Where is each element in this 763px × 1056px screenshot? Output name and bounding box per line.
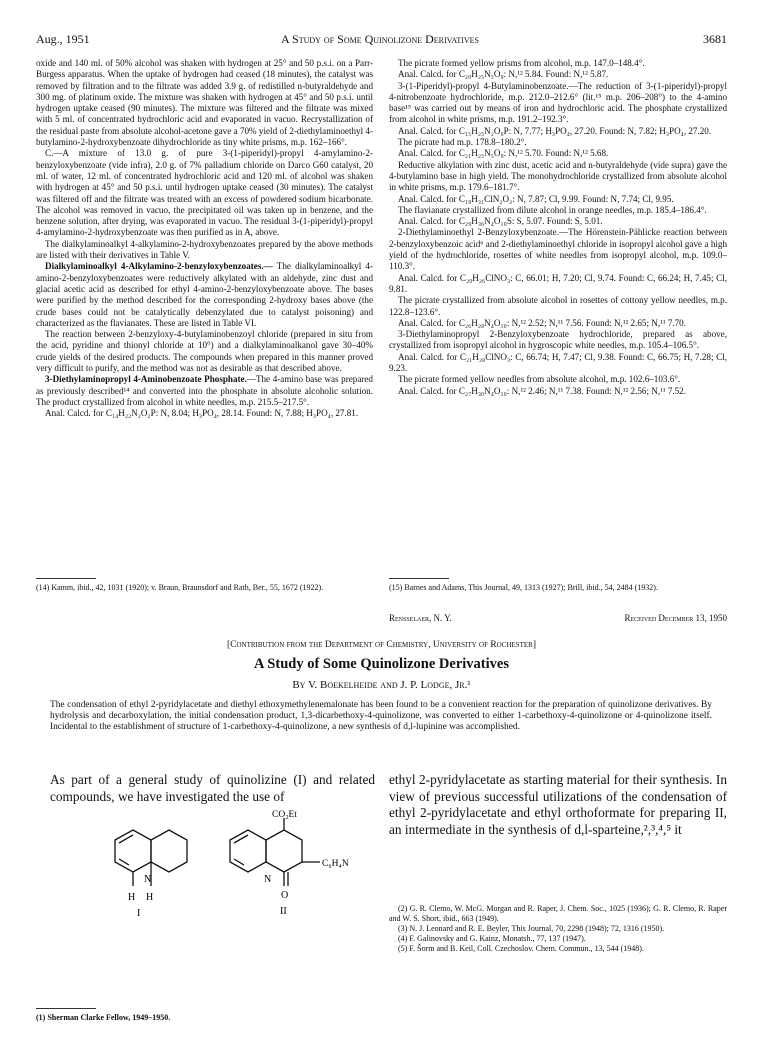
paragraph: C.—A mixture of 13.0 g. of pure 3-(1-piperidyl)-propyl 4-amylamino-2-benzyloxybenzoate (vide infra), 2.0 g. of 7% palladium chloride on Darco G60 catalyst, 20 ml. of water, 12 ml. of concentrated hydrochloric acid and 120 ml. of alcohol was shaken with hydrogen at 45° and 50 p.s.i. until hydrogen uptake ceased (30 minutes). The catalyst was filtered off and the filtrate was treated with an excess of powdered sodium bicarbonate. The alcohol was removed in vacuo, the precipitated oil was taken up in benzene, and the benzene solution, after drying, was evaporated in vacuo. The residual 3-(1-piperidyl)-propyl 4-amylamino-2-hydroxybenzoate was then purified as in A, above. [36, 148, 373, 238]
paragraph: 3-Diethylaminopropyl 2-Benzyloxybenzoate hydrochloride, prepared as above, crystallized from isopropyl alcohol in hygroscopic white needles, m.p. 105.4–106.5°. [389, 329, 727, 351]
analysis: Anal. Calcd. for C₂₉H₃₆N₄O₁₀S: S, 5.07. Found: S, 5.01. [398, 216, 603, 227]
paragraph: Reductive alkylation with zinc dust, acetic acid and n-butyraldehyde (vide supra) gave the 4-butylamino base in high yield. The monohydrochloride crystallized from absolute alcohol in white prisms, m.p. 179.6–181.7°. [389, 159, 727, 193]
analysis: Anal. Calcd. for C₂₆H₂₈N₄O₁₀: N,¹² 2.52; N,¹¹ 7.56. Found: N,¹² 2.65; N,¹¹ 7.70. [398, 317, 687, 328]
analysis: Anal. Calcd. for C₂₁H₂₅N₅O₉: N,¹² 5.70. Found: N,¹² 5.68. [398, 148, 609, 159]
analysis: Anal. Calcd. for C₁₄H₂₂N₂O₂P: N, 8.04; H₃PO₄, 28.14. Found: N, 7.88; H₃PO₄, 27.81. [45, 408, 359, 419]
analysis: Anal. Calcd. for C₁₉H₃₁ClN₂O₂: N, 7.87; Cl, 9.99. Found: N, 7.74; Cl, 9.95. [398, 193, 674, 204]
footnote: (2) G. R. Clemo, W. McG. Morgan and R. Raper, J. Chem. Soc., 1025 (1936); G. R. Clemo, R. Raper and W. S. Short, ibid., 663 (1949). [389, 904, 727, 923]
footnote: (4) F. Galinovsky and G. Kainz, Monatsh., 77, 137 (1947). [398, 934, 586, 943]
quinolizone-structure-ii [210, 810, 375, 920]
abstract: The condensation of ethyl 2-pyridylacetate and diethyl ethoxymethylenemalonate has been found to be a convenient reaction for the preparation of quinolizone derivatives. By hydrolysis and decarboxylation, the initial condensation product, 1,3-dicarbethoxy-4-quinolizone, was converted to either 1-carbethoxy-4-quinolizone or 4-quinolizone itself. Incidental to the establishment of structure of 1-carbethoxy-4-quinolizone, a new synthesis of d,l-lupinine was accomplished. [50, 700, 712, 733]
paragraph: Dialkylaminoalkyl 4-Alkylamino-2-benzyloxybenzoates.— The dialkylaminoalkyl 4-amino-2-benzyloxybenzoates were reductively alkylated with an aldehyde, zinc dust and glacial acetic acid as described for ethyl 4-amino-2-benzyloxybenzoate above. The bases were purified by the method described for the corresponding 2-hydroxy bases above (the crude bases could not be catalytically debenzylated due to catalyst poisoning) and characterized as the flavianates. These are listed in Table VI. [36, 261, 373, 328]
footnote-divider [36, 1008, 96, 1009]
article-title: A Study of Some Quinolizone Derivatives [254, 656, 509, 672]
contribution-line: [Contribution from the Department of Chemistry, University of Rochester] [226, 640, 537, 650]
body-left: As part of a general study of quinolizine (I) and related compounds, we have investigated the use of [50, 772, 375, 804]
footnote: (3) N. J. Leonard and R. E. Beyler, This Journal, 70, 2298 (1948); 72, 1316 (1950). [398, 924, 665, 933]
analysis: Anal. Calcd. for C₂₀H₂₆ClNO₃: C, 66.01; H, 7.20; Cl, 9.74. Found: C, 66.24; H, 7.45; Cl, 9.81. [389, 272, 727, 294]
structure-atom: N [144, 874, 152, 885]
paragraph: The picrate formed yellow needles from absolute alcohol, m.p. 102.6–103.6°. [398, 374, 681, 385]
section-heading: 3-Diethylaminopropyl 4-Aminobenzoate Phosphate. [45, 374, 247, 385]
header-title: A Study of Some Quinolizone Derivatives [281, 32, 479, 46]
paragraph: The picrate had m.p. 178.8–180.2°. [398, 137, 527, 148]
analysis: Anal. Calcd. for C₂₇H₃₀N₄O₁₀: N,¹² 2.46; N,¹¹ 7.38. Found: N,¹² 2.56; N,¹¹ 7.52. [398, 385, 687, 396]
paragraph: 3-Diethylaminopropyl 4-Aminobenzoate Phosphate.—The 4-amino base was prepared as previously described¹⁴ and converted into the phosphate in absolute alcoholic solution. The product crystallized from alcohol in white needles, m.p. 215.5–217.5°. [36, 374, 373, 407]
paragraph: The picrate crystallized from absolute alcohol in rosettes of cottony yellow needles, m.p. 122.8–123.6°. [389, 295, 727, 317]
paragraph: The dialkylaminoalkyl 4-alkylamino-2-hydroxybenzoates prepared by the above methods are listed with their derivatives in Table V. [36, 238, 373, 261]
footnote-1: (1) Sherman Clarke Fellow, 1949–1950. [36, 1013, 171, 1022]
footnote-14: (14) Kamm, ibid., 42, 1031 (1920); v. Braun, Braunsdorf and Rath, Ber., 55, 1672 (1922). [36, 583, 324, 592]
structure-substituent: CO₂Et [272, 810, 297, 820]
paragraph: 3-(1-Piperidyl)-propyl 4-Butylaminobenzoate.—The reduction of 3-(1-piperidyl)-propyl 4-nitrobenzoate hydrochloride, m.p. 212.0–212.6° (lit.¹⁵ m.p. 206–208°) to the 4-amino base¹⁵ was carried out by means of iron and hydrochloric acid. The phosphate crystallized from alcohol in white prisms, m.p. 191.2–192.3°. [389, 80, 727, 125]
header-date: Aug., 1951 [36, 32, 90, 46]
structure-label: I [137, 908, 141, 919]
body-right: ethyl 2-pyridylacetate as starting material for their synthesis. In view of previous successful utilizations of the condensation of ethyl 2-pyridylacetate and ethyl orthoformate for preparing II, an intermediate in the synthesis of d,l-sparteine,²,³,⁴,⁵ it [389, 772, 727, 837]
footnote-divider [389, 578, 449, 579]
top-right-column [389, 58, 727, 397]
footnote: (5) F. Šorm and B. Keil, Coll. Czechoslov. Chem. Commun., 13, 544 (1948). [398, 944, 644, 953]
analysis: Anal. Calcd. for C₁₅H₂₅N₂O₆P: N, 7.77; H₃PO₄, 27.20. Found: N, 7.82; H₃PO₄, 27.20. [398, 125, 712, 136]
structure-atom: N [264, 874, 272, 885]
page-number: 3681 [703, 32, 727, 46]
footnotes-right [389, 904, 727, 954]
paragraph: 2-Diethylaminoethyl 2-Benzyloxybenzoate.—The Hörenstein-Pählicke reaction between 2-benzyloxybenzoic acid⁶ and 2-diethylaminoethyl chloride in isopropyl alcohol gave a high yield of the hydrochloride, rosettes of white needles from isopropyl alcohol, m.p. 109.0–110.3°. [389, 227, 727, 272]
structure-atom: O [281, 890, 289, 901]
byline: By V. Boekelheide and J. P. Lodge, Jr.¹ [292, 679, 471, 691]
footnote-divider [36, 578, 96, 579]
section-heading: Dialkylaminoalkyl 4-Alkylamino-2-benzyloxybenzoates.— [45, 261, 273, 272]
paragraph: oxide and 140 ml. of 50% alcohol was shaken with hydrogen at 25° and 50 p.s.i. on a Parr-Burgess apparatus. When the uptake of hydrogen had ceased (18 minutes), the catalyst was removed by filtration and to the filtrate was added 3.9 g. of redistilled n-butyraldehyde and 300 mg. of platinum oxide. The mixture was shaken with hydrogen at 45° and 50 p.s.i. until hydrogen uptake ceased (90 minutes). The mixture was filtered and the filtrate was mixed with 5 ml. of concentrated hydrochloric acid and evaporated in vacuo. Recrystallization of the residual paste from absolute alcohol-acetone gave a 70% yield of 2-diethylaminoethyl 4-butylamino-2-hydroxybenzoate dihydrochloride as tiny white prisms, m.p. 162–166°. [36, 58, 373, 148]
structure-atom: H [128, 892, 136, 903]
paragraph: The reaction between 2-benzyloxy-4-butylaminobenzoyl chloride (prepared in situ from the acid, pyridine and thionyl chloride at 10°) and a dialkylaminoalkanol gave 30–40% crude yields of the desired products. The compounds when prepared in this manner proved very difficult to purify, and the method was not as desirable as that described above. [36, 329, 373, 374]
footnote-15: (15) Barnes and Adams, This Journal, 49, 1313 (1927); Brill, ibid., 54, 2484 (1932). [389, 583, 658, 592]
structure-atom: H [146, 892, 154, 903]
location: Rensselaer, N. Y. [389, 613, 452, 623]
received-date: Received December 13, 1950 [624, 613, 727, 623]
top-left-column [36, 58, 373, 420]
analysis: Anal. Calcd. for C₂₁H₂₈ClNO₃: C, 66.74; H, 7.47; Cl, 9.38. Found: C, 66.75; H, 7.28; Cl, 9.23. [389, 351, 727, 374]
structure-label: II [280, 906, 287, 917]
paragraph: The flavianate crystallized from dilute alcohol in orange needles, m.p. 185.4–186.4°. [398, 204, 707, 215]
paragraph: The picrate formed yellow prisms from alcohol, m.p. 147.0–148.4°. [398, 58, 645, 68]
structure-substituent: C₆H₄N [322, 859, 349, 869]
analysis: Anal. Calcd. for C₂₀H₂₅N₅O₉: N,¹² 5.84. Found: N,¹² 5.87. [398, 69, 609, 80]
quinolizine-structure-i [85, 820, 205, 920]
